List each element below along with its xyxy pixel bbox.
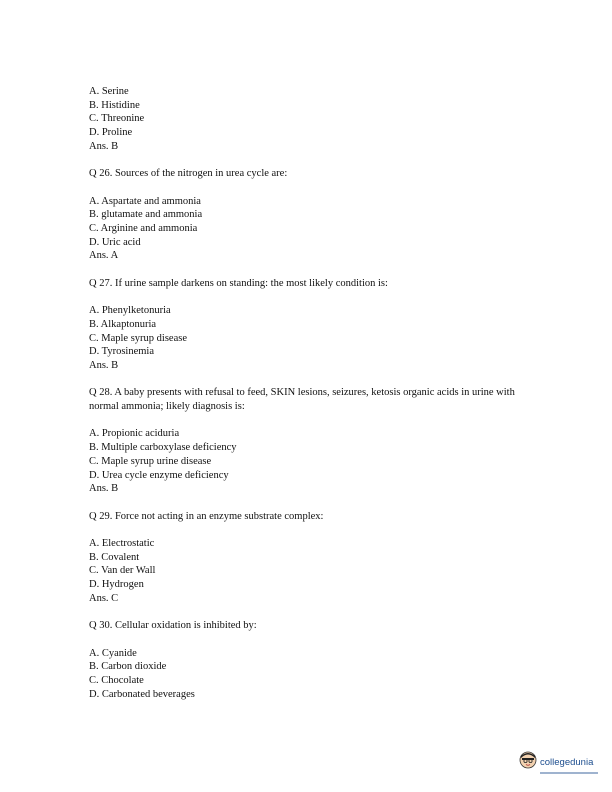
question-text: Q 27. If urine sample darkens on standing: the most likely condition is:: [89, 277, 388, 289]
option-a: A. Propionic aciduria: [89, 428, 180, 440]
option-d: D. Hydrogen: [89, 579, 144, 591]
question-text: Q 30. Cellular oxidation is inhibited by:: [89, 620, 257, 632]
option-d: D. Uric acid: [89, 236, 141, 248]
option-c: C. Arginine and ammonia: [89, 223, 198, 234]
option-b: B. Multiple carboxylase deficiency: [89, 442, 237, 454]
option-b: B. Covalent: [89, 551, 140, 563]
question-text: Q 28. A baby presents with refusal to feed, SKIN lesions, seizures, ketosis organic acids in urine with normal ammonia; likely diagnosis is:: [89, 387, 515, 413]
option-a: A. Phenylketonuria: [89, 305, 171, 317]
question-block-26: [89, 167, 529, 263]
option-c: C. Maple syrup disease: [89, 332, 187, 344]
document-body: [89, 85, 529, 701]
logo-tagline-bar: [540, 772, 598, 774]
collegedunia-logo: [519, 751, 598, 774]
question-text: Q 29. Force not acting in an enzyme substrate complex:: [89, 510, 324, 522]
option-c: C. Van der Wall: [89, 565, 156, 577]
option-a: A. Cyanide: [89, 647, 137, 659]
logo-text: collegedunia: [540, 756, 594, 768]
mascot-icon: [519, 751, 537, 774]
option-c: C. Threonine: [89, 113, 145, 125]
option-a: A. Aspartate and ammonia: [89, 195, 201, 207]
question-block-29: [89, 510, 529, 606]
option-b: B. glutamate and ammonia: [89, 209, 203, 221]
option-d: D. Proline: [89, 127, 133, 139]
option-c: C. Chocolate: [89, 675, 144, 687]
question-block-prev: [89, 85, 529, 154]
option-d: D. Carbonated beverages: [89, 688, 195, 700]
option-a: A. Electrostatic: [89, 538, 155, 550]
answer: Ans. C: [89, 592, 119, 604]
answer: Ans. B: [89, 483, 119, 495]
answer: Ans. B: [89, 360, 119, 371]
option-d: D. Urea cycle enzyme deficiency: [89, 469, 229, 481]
question-block-27: [89, 277, 529, 373]
question-text: Q 26. Sources of the nitrogen in urea cycle are:: [89, 168, 288, 180]
option-c: C. Maple syrup urine disease: [89, 455, 212, 467]
question-block-30: [89, 619, 529, 701]
option-b: B. Histidine: [89, 99, 140, 111]
answer: Ans. A: [89, 250, 119, 262]
option-a: A. Serine: [89, 86, 129, 97]
option-b: B. Carbon dioxide: [89, 661, 167, 673]
option-b: B. Alkaptonuria: [89, 318, 157, 330]
answer: Ans. B: [89, 140, 119, 152]
option-d: D. Tyrosinemia: [89, 346, 154, 358]
question-block-28: [89, 386, 529, 496]
